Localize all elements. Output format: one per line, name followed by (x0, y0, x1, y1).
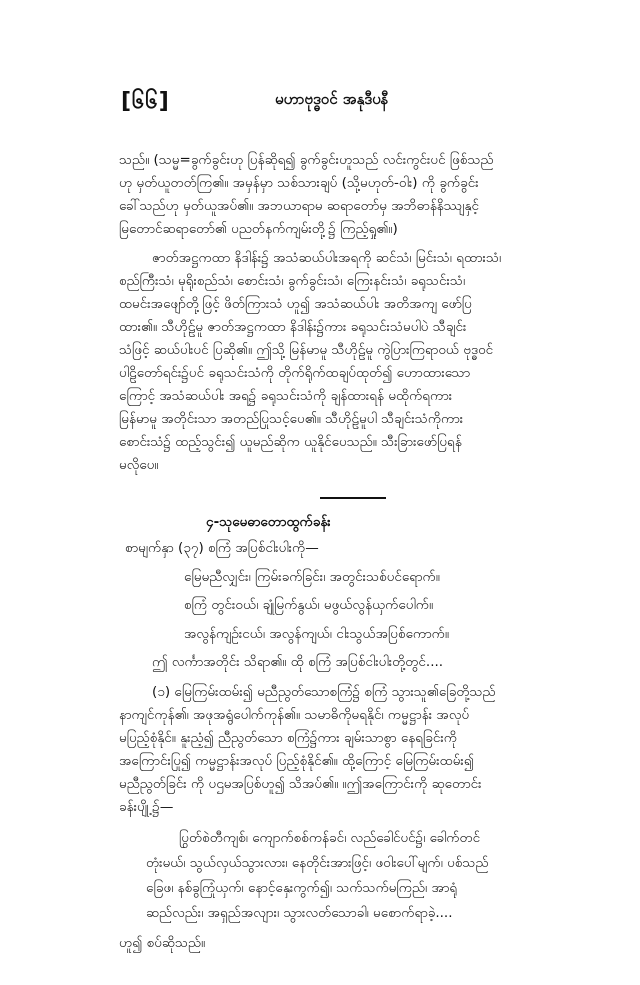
quote-line: ပြွတ်စဲတီကျစ်၊ ကျောက်စစ်ကန်ခင်၊ လည်ခေါင်ပင်၌၊ ခေါက်တင် (179, 830, 481, 846)
text-line: ထား၏။ သီဟိုဠ်မူ ဇာတ်အဋ္ဌကထာ နိဒါန်း၌ကား ခရုသင်းသံမပါပဲ သီချင်း (119, 319, 467, 335)
text-line: မညီညွတ်ခြင်း ကို ပဌမအပြစ်ဟူ၍ သိအပ်၏။ ။ဤအကြောင်းကို ဆုတောင်း (119, 776, 482, 792)
text-line: ဟု မှတ်ယူတတ်ကြ၏။ အမှန်မှာ သစ်သားချပ် (သို့မဟုတ်-ဝါး) ကို ခွက်ခွင်း (119, 175, 479, 191)
text-line: သံဖြင့် ဆယ်ပါးပင် ပြဆို၏။ ဤသို့ မြန်မာမူ သီဟိုဠ်မူ ကွဲပြားကြရာဝယ် ဗုဒ္ဓဝင် (119, 342, 494, 358)
closing-line: ဟူ၍ စပ်ဆိုသည်။ (119, 935, 206, 951)
text-line: ကြောင့် အသံဆယ်ပါး အရ၌ ခရုသင်းသံကို ချန်ထားရန် မထိုက်ရကား (119, 388, 453, 404)
text-line: နာကျင်ကုန်၏၊ အဖုအရွံပေါက်ကုန်၏။ သမာဓိကိုမရနိုင်၊ ကမ္မဋ္ဌာန်း အလုပ် (119, 707, 470, 723)
verse-line: အလွန်ကျဉ်းငယ်၊ အလွန်ကျယ်၊ ငါးသွယ်အပြစ်ကောက်။ (184, 626, 449, 642)
running-title: မဟာဗုဒ္ဓဝင် အနုဒီပနီ (275, 90, 389, 108)
text-line: မလိုပေ။ (119, 457, 159, 473)
page-number: [၆၆] (121, 89, 170, 114)
text-line: မြတောင်ဆရာတော်၏ ပညတ်နက်ကျမ်းတို့၌ ကြည့်ရှု၏။) (119, 221, 398, 237)
text-line: ပါဠိတော်ရင်း၌ပင် ခရုသင်းသံကို တိုက်ရိုက်ထချပ်ထုတ်၍ ဟောထားသော (119, 365, 471, 381)
page-header (0, 86, 640, 118)
section-heading: ၄-သုမေဓာတောထွက်ခန်း (206, 514, 331, 530)
quote-line: ဆည်လည်း၊ အရှည်အလျား၊ သွားလတ်သောခါ၊ မစောက်ရာခဲ့.... (146, 905, 453, 921)
intro-line: စာမျက်နှာ (၃၇) စကြံ အပြစ်ငါးပါးကို— (125, 540, 319, 556)
text-line: စည်ကြီးသံ၊ မုရိုးစည်သံ၊ စောင်းသံ၊ ခွက်ခွင်းသံ၊ ကြေးနင်းသံ၊ ခရုသင်းသံ၊ (119, 273, 466, 289)
text-line: ထမင်းအဖျော်တို့ဖြင့် ဖိတ်ကြားသံ ဟူ၍ အသံဆယ်ပါး အတိအကျ ဖော်ပြ (119, 296, 472, 312)
text-line: သည်။ (သမ္မ=ခွက်ခွင်းဟု ပြန်ဆိုရ၍ ခွက်ခွင်းဟူသည် လင်းကွင်းပင် ဖြစ်သည် (119, 152, 494, 168)
verse-line: စကြံ တွင်းဝယ်၊ ချုံမြက်နွယ်၊ မဖွယ်လွန်ယှက်ပေါက်။ (184, 597, 434, 613)
text-line: အကြောင်းပြု၍ ကမ္မဋ္ဌာန်းအလုပ် ပြည့်စုံနိုင်၏။ ထို့ကြောင့် မြေကြမ်းထမ်း၍ (119, 753, 474, 769)
text-line: မြန်မာမူ အတိုင်းသာ အတည်ပြုသင့်ပေ၏။ သီဟိုဠ်မူပါ သီချင်းသံကိုကား (119, 411, 464, 427)
text-line: ဇာတ်အဋ္ဌကထာ နိဒါန်း၌ အသံဆယ်ပါးအရကို ဆင်သံ၊ မြင်းသံ၊ ရထားသံ၊ (152, 250, 502, 266)
text-line: ဤ လင်္ကာအတိုင်း သိရာ၏။ ထို စကြံ အပြစ်ငါးပါးတို့တွင်.... (152, 654, 444, 670)
quote-line: ခြေဖ၊ နစ်ခွကြုံယှက်၊ နောင့်နှေးကွက်၍၊ သက်သက်မကြည်၊ အာရုံ (146, 880, 458, 896)
text-line: ခေါ်သည်ဟု မှတ်ယူအပ်၏။ အဘယာရာမ ဆရာတော်မှ အဘိဓာန်နိဿျနှင့် (119, 198, 479, 214)
text-line: စောင်းသံ၌ ထည့်သွင်း၍ ယူမည်ဆိုက ယူနိုင်ပေသည်။ သီးခြားဖော်ပြရန် (119, 434, 462, 450)
section-divider (320, 497, 386, 499)
text-line: ခန်းပျို့၌— (119, 799, 174, 815)
quote-line: တုံးမယ်၊ သွယ်လှယ်သွားလား၊ နေတိုင်းအားဖြင့်၊ ဖဝါးပေါ်မျက်၊ ပစ်သည် (146, 855, 489, 871)
verse-line: မြေမညီလျှင်း၊ ကြမ်းခက်ခြင်း၊ အတွင်းသစ်ပင်ရောက်။ (184, 569, 440, 585)
text-line: မပြည့်စုံနိုင်။ နူးညံ့၍ ညီညွတ်သော စကြံ၌ကား ချမ်းသာစွာ နေရခြင်းကို (119, 730, 457, 746)
text-line: (၁) မြေကြမ်းထမ်း၍ မညီညွတ်သောစကြံ၌ စကြံ သွားသူ၏ခြေတို့သည် (152, 684, 496, 700)
